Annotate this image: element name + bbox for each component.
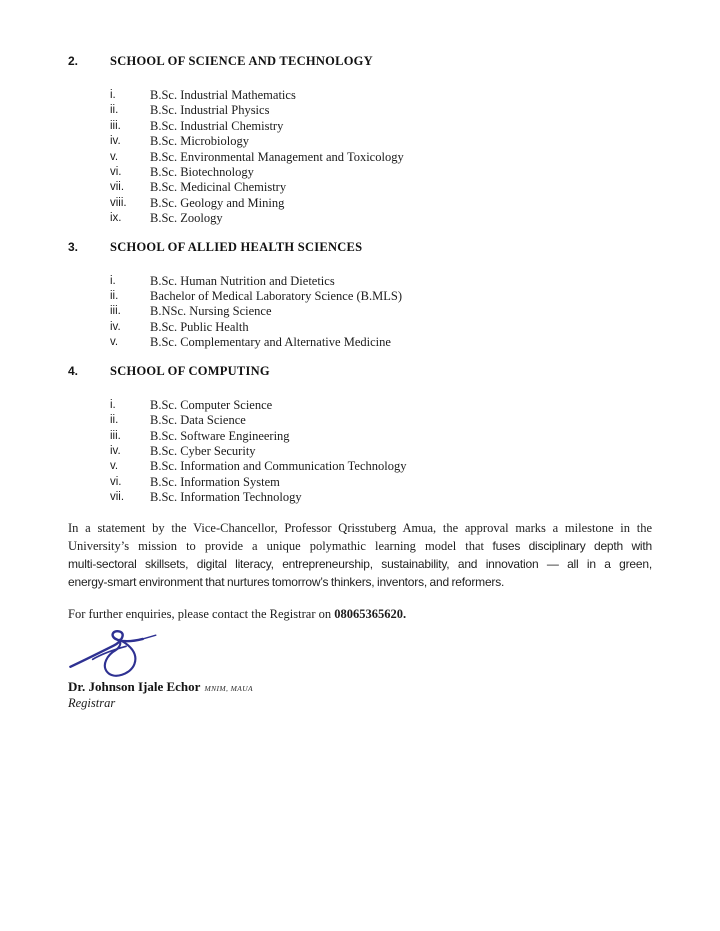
list-item [110, 320, 652, 335]
list-item [110, 475, 652, 490]
item-numeral: iv. [110, 444, 121, 457]
list-item [110, 88, 652, 103]
item-text: B.Sc. Industrial Mathematics [150, 88, 296, 102]
signatory-title: Registrar [68, 695, 116, 710]
item-text: B.Sc. Information and Communication Technology [150, 459, 407, 474]
item-text: B.Sc. Geology and Mining [150, 195, 285, 210]
item-numeral: v. [110, 336, 119, 349]
section-number: 3. [68, 239, 79, 254]
list-item [110, 429, 652, 444]
section-number: 4. [68, 363, 79, 378]
item-numeral: ii. [110, 104, 119, 117]
list-item [110, 103, 652, 118]
statement-paragraph [68, 519, 652, 591]
section-title: SCHOOL OF COMPUTING [110, 363, 270, 378]
statement-line [68, 573, 652, 591]
item-numeral: iv. [110, 135, 121, 148]
item-numeral: vii. [110, 181, 125, 194]
statement-line [68, 537, 652, 555]
item-text: B.NSc. Nursing Science [150, 304, 272, 319]
signature-scribble-icon [64, 625, 164, 677]
item-numeral: iv. [110, 320, 121, 333]
statement-line [68, 519, 652, 537]
statement-line [68, 555, 652, 573]
item-text: B.Sc. Data Science [150, 413, 246, 428]
item-numeral: viii. [110, 196, 127, 209]
list-item [110, 398, 652, 413]
item-numeral: iii. [110, 119, 121, 132]
section-allied-health-sciences [68, 240, 652, 351]
signatory-name-row [68, 679, 652, 696]
list-item [110, 304, 652, 319]
phone-number: 08065365620. [334, 606, 407, 621]
item-text: B.Sc. Industrial Physics [150, 103, 270, 118]
item-numeral: vii. [110, 491, 125, 504]
item-numeral: ii. [110, 290, 119, 303]
section-header [68, 240, 652, 254]
item-text: B.Sc. Industrial Chemistry [150, 118, 284, 133]
list-item [110, 119, 652, 134]
item-text: B.Sc. Human Nutrition and Dietetics [150, 273, 335, 288]
section-number: 2. [68, 54, 79, 68]
item-numeral: i. [110, 398, 116, 411]
list-item [110, 459, 652, 474]
list-item [110, 490, 652, 505]
statement-text-sans: energy-smart environment that nurtures tomorrow’s thinkers, inventors, and reformers. [68, 574, 505, 589]
item-text: B.Sc. Public Health [150, 319, 249, 334]
item-text: B.Sc. Computer Science [150, 397, 273, 412]
item-text: B.Sc. Complementary and Alternative Medicine [150, 335, 391, 350]
item-numeral: ii. [110, 414, 119, 427]
section-science-and-technology [68, 54, 652, 227]
statement-text-sans: multi-sectoral skillsets, digital literacy, entrepreneurship, sustainability, and innovation — all in a green, [68, 556, 652, 571]
section-computing [68, 364, 652, 506]
item-text: B.Sc. Information Technology [150, 490, 302, 505]
item-text: B.Sc. Zoology [150, 211, 223, 226]
course-list [110, 274, 652, 351]
item-numeral: i. [110, 274, 116, 287]
item-text: B.Sc. Software Engineering [150, 428, 290, 443]
item-numeral: iii. [110, 429, 121, 442]
item-text: B.Sc. Information System [150, 474, 280, 489]
item-numeral: iii. [110, 305, 121, 318]
list-item [110, 196, 652, 211]
signature-block [64, 625, 652, 677]
item-text: B.Sc. Cyber Security [150, 443, 256, 458]
signatory-name: Dr. Johnson Ijale Echor [68, 678, 201, 694]
statement-text-serif: In a statement by the Vice-Chancellor, Professor Qrisstuberg Amua, the approval marks a milestone in the [68, 520, 652, 535]
item-numeral: ix. [110, 212, 122, 225]
list-item [110, 150, 652, 165]
item-numeral: v. [110, 460, 119, 473]
item-text: B.Sc. Medicinal Chemistry [150, 180, 287, 195]
statement-text-serif: University’s mission to provide a unique polymathic learning model that [68, 538, 484, 553]
item-numeral: vi. [110, 166, 122, 179]
section-title: SCHOOL OF ALLIED HEALTH SCIENCES [110, 239, 363, 254]
list-item [110, 211, 652, 226]
item-text: B.Sc. Microbiology [150, 134, 249, 149]
list-item [110, 134, 652, 149]
list-item [110, 289, 652, 304]
item-text: B.Sc. Biotechnology [150, 165, 254, 180]
item-numeral: vi. [110, 475, 122, 488]
item-text: B.Sc. Environmental Management and Toxicology [150, 149, 404, 164]
signatory-credentials: MNIM, MAUA [204, 683, 254, 693]
list-item [110, 165, 652, 180]
item-numeral: v. [110, 150, 119, 163]
list-item [110, 444, 652, 459]
contact-line [68, 606, 652, 623]
contact-text: For further enquiries, please contact the Registrar on [68, 606, 335, 621]
list-item [110, 274, 652, 289]
course-list [110, 88, 652, 227]
signatory-block [68, 679, 652, 711]
item-text: Bachelor of Medical Laboratory Science (B.MLS) [150, 289, 402, 304]
list-item [110, 413, 652, 428]
section-header [68, 364, 652, 378]
section-title: SCHOOL OF SCIENCE AND TECHNOLOGY [110, 54, 373, 68]
course-list [110, 398, 652, 506]
list-item [110, 180, 652, 195]
list-item [110, 335, 652, 350]
item-numeral: i. [110, 89, 116, 101]
section-header [68, 54, 652, 68]
statement-text-sans: fuses disciplinary depth with [484, 538, 652, 553]
